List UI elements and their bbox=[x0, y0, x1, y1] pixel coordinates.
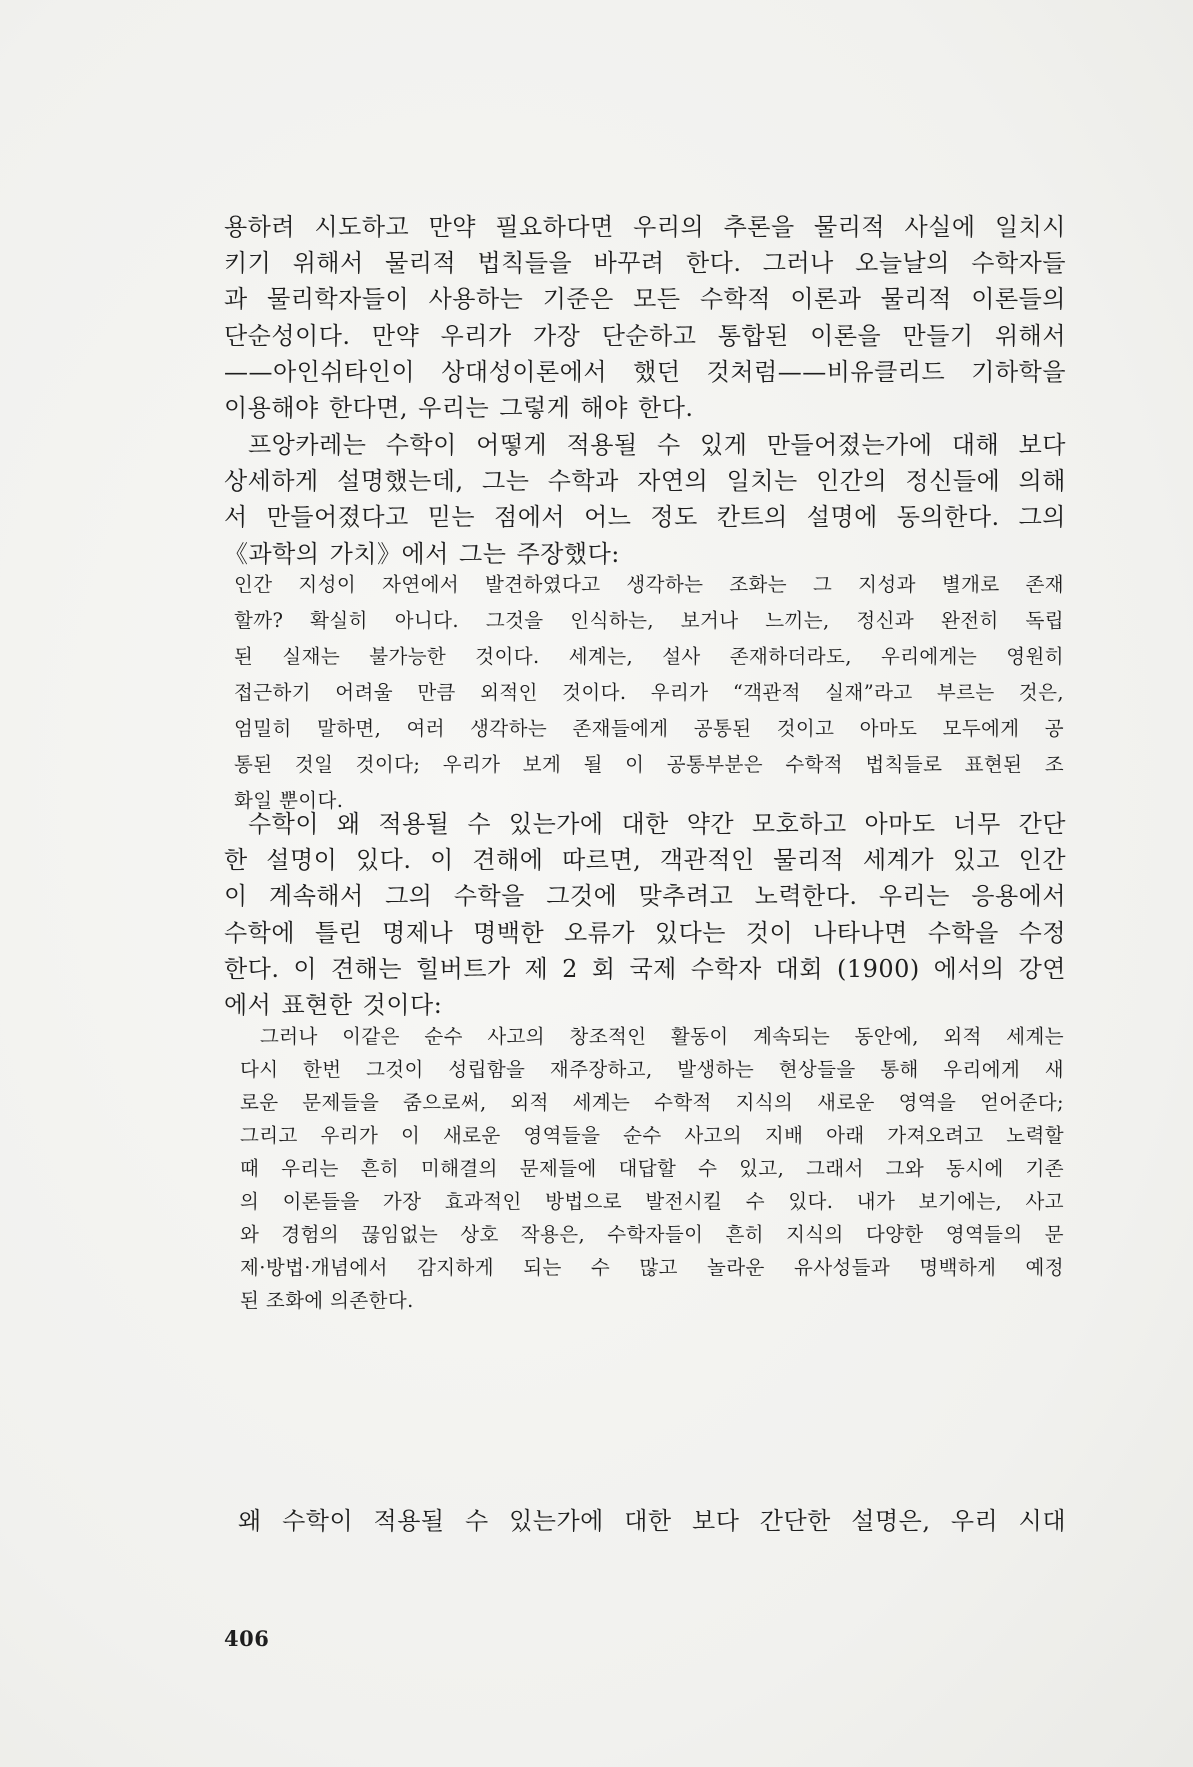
paragraph-2 bbox=[224, 427, 1066, 572]
text-line: 에서 표현한 것이다: bbox=[224, 991, 443, 1020]
quote-line: 의 이론들을 가장 효과적인 방법으로 발전시킬 수 있다. 내가 보기에는, 사고 bbox=[240, 1190, 1064, 1213]
text-line: 용하려 시도하고 만약 필요하다면 우리의 추론을 물리적 사실에 일치시 bbox=[224, 213, 1066, 241]
text-line: 키기 위해서 물리적 법칙들을 바꾸려 한다. 그러나 오늘날의 수학자들 bbox=[224, 249, 1066, 278]
page-number: 406 bbox=[224, 1626, 270, 1651]
quote-line: 그리고 우리가 이 새로운 영역들을 순수 사고의 지배 아래 가져오려고 노력할 bbox=[240, 1124, 1064, 1147]
paragraph-1 bbox=[224, 209, 1066, 426]
quote-line: 제·방법·개념에서 감지하게 되는 수 많고 놀라운 유사성들과 명백하게 예정 bbox=[240, 1256, 1064, 1279]
quote-line: 된 조화에 의존한다. bbox=[240, 1289, 414, 1312]
text-line: 이용해야 한다면, 우리는 그렇게 해야 한다. bbox=[224, 394, 694, 423]
quote-line: 인간 지성이 자연에서 발견하였다고 생각하는 조화는 그 지성과 별개로 존재 bbox=[234, 573, 1064, 596]
quote-line: 접근하기 어려울 만큼 외적인 것이다. 우리가 “객관적 실재”라고 부르는 것은, bbox=[234, 681, 1064, 704]
quote-line: 화일 뿐이다. bbox=[234, 789, 344, 812]
block-quote-hilbert bbox=[240, 1020, 1064, 1317]
text-line: 단순성이다. 만약 우리가 가장 단순하고 통합된 이론을 만들기 위해서 bbox=[224, 321, 1066, 350]
text-line: 수학에 틀린 명제나 명백한 오류가 있다는 것이 나타나면 수학을 수정 bbox=[224, 918, 1066, 947]
quote-line: 로운 문제들을 줌으로써, 외적 세계는 수학적 지식의 새로운 영역을 얻어준다; bbox=[240, 1091, 1064, 1114]
text-line: 왜 수학이 적용될 수 있는가에 대한 보다 간단한 설명은, 우리 시대 bbox=[238, 1507, 1066, 1535]
paragraph-3 bbox=[224, 806, 1066, 1023]
text-line: 수학이 왜 적용될 수 있는가에 대한 약간 모호하고 아마도 너무 간단 bbox=[248, 810, 1066, 838]
text-line: 《과학의 가치》에서 그는 주장했다: bbox=[224, 539, 620, 568]
quote-line: 엄밀히 말하면, 여러 생각하는 존재들에게 공통된 것이고 아마도 모두에게 공 bbox=[234, 717, 1064, 740]
text-line: 상세하게 설명했는데, 그는 수학과 자연의 일치는 인간의 정신들에 의해 bbox=[224, 467, 1066, 496]
text-line: ——아인쉬타인이 상대성이론에서 했던 것처럼——비유클리드 기하학을 bbox=[224, 357, 1066, 386]
quote-line: 된 실재는 불가능한 것이다. 세계는, 설사 존재하더라도, 우리에게는 영원히 bbox=[234, 645, 1064, 668]
quote-line: 때 우리는 흔히 미해결의 문제들에 대답할 수 있고, 그래서 그와 동시에 기존 bbox=[240, 1157, 1064, 1180]
quote-line: 그러나 이같은 순수 사고의 창조적인 활동이 계속되는 동안에, 외적 세계는 bbox=[260, 1025, 1064, 1048]
text-line: 한 설명이 있다. 이 견해에 따르면, 객관적인 물리적 세계가 있고 인간 bbox=[224, 846, 1066, 875]
text-line: 이 계속해서 그의 수학을 그것에 맞추려고 노력한다. 우리는 응용에서 bbox=[224, 882, 1066, 911]
quote-line: 통된 것일 것이다; 우리가 보게 될 이 공통부분은 수학적 법칙들로 표현된 조 bbox=[234, 753, 1064, 776]
text-line: 과 물리학자들이 사용하는 기준은 모든 수학적 이론과 물리적 이론들의 bbox=[224, 285, 1066, 314]
quote-line: 할까? 확실히 아니다. 그것을 인식하는, 보거나 느끼는, 정신과 완전히 독립 bbox=[234, 609, 1064, 632]
text-line: 서 만들어졌다고 믿는 점에서 어느 정도 칸트의 설명에 동의한다. 그의 bbox=[224, 503, 1066, 532]
text-line: 한다. 이 견해는 힐버트가 제 2 회 국제 수학자 대회 (1900) 에서의 강연 bbox=[224, 954, 1066, 983]
block-quote-poincare bbox=[234, 567, 1064, 819]
text-line: 프앙카레는 수학이 어떻게 적용될 수 있게 만들어졌는가에 대해 보다 bbox=[248, 431, 1066, 459]
quote-line: 와 경험의 끊임없는 상호 작용은, 수학자들이 흔히 지식의 다양한 영역들의 문 bbox=[240, 1223, 1064, 1246]
paragraph-4 bbox=[224, 1503, 1066, 1539]
quote-line: 다시 한번 그것이 성립함을 재주장하고, 발생하는 현상들을 통해 우리에게 새 bbox=[240, 1058, 1064, 1081]
